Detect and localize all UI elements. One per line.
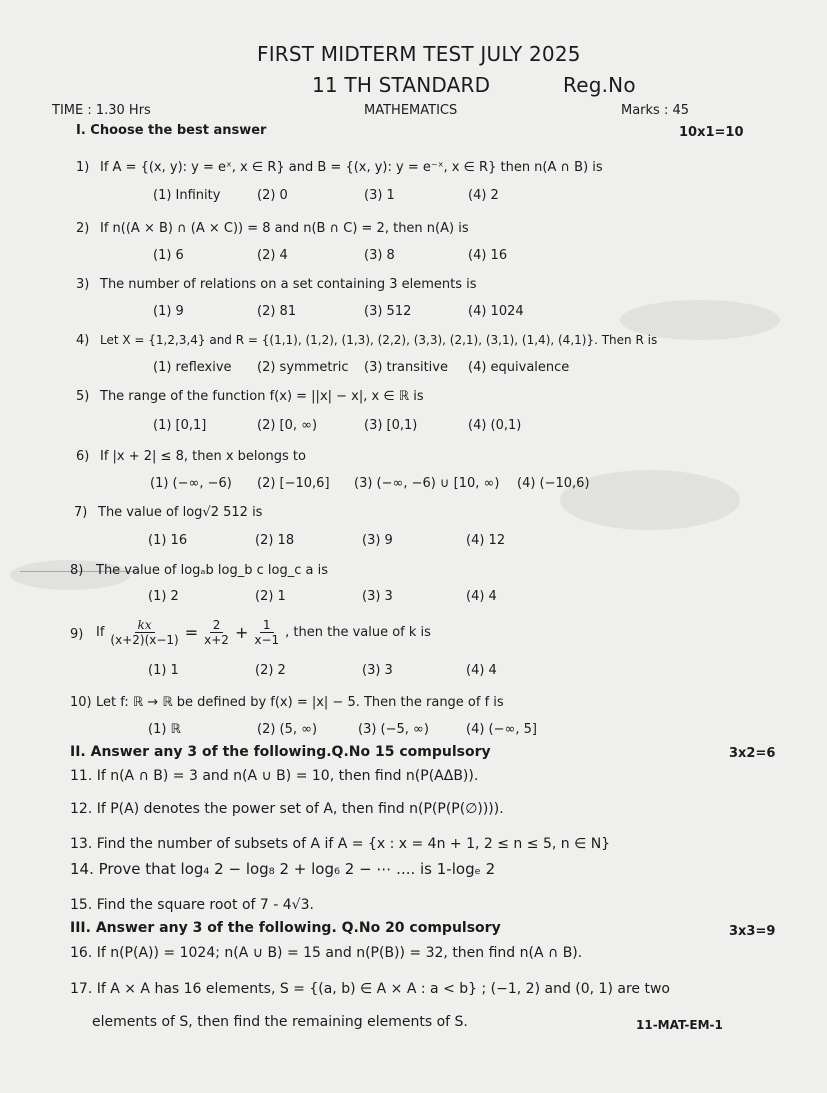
option: (3) 512: [364, 304, 412, 319]
question-text: Let X = {1,2,3,4} and R = {(1,1), (1,2), (1,3), (2,2), (3,3), (2,1), (3,1), (1,4), (4,1)}. Then R is: [100, 333, 658, 347]
reg-no-label: Reg.No: [563, 73, 636, 97]
option: (1) (−∞, −6): [150, 476, 232, 491]
option: (2) [0, ∞): [257, 418, 318, 433]
question-text: [96, 618, 431, 647]
fraction-numerator: kx: [135, 618, 155, 633]
option: (4) (−10,6): [517, 476, 590, 491]
question-text-prefix: If: [96, 625, 105, 640]
option: (2) 0: [257, 188, 288, 203]
question-text: The value of log√2 512 is: [98, 505, 263, 520]
option: (1) 2: [148, 589, 179, 604]
option: (2) (5, ∞): [257, 722, 318, 737]
fraction-denominator: x−1: [254, 633, 280, 647]
option: (4) 1024: [468, 304, 524, 319]
question-text: 11. If n(A ∩ B) = 3 and n(A ∪ B) = 10, then find n(P(AΔB)).: [70, 768, 479, 784]
question-text: If |x + 2| ≤ 8, then x belongs to: [100, 449, 306, 464]
section-2-marks: 3x2=6: [729, 746, 776, 761]
option: (3) (−5, ∞): [358, 722, 429, 737]
question-number: 1): [76, 160, 90, 175]
option: (2) 81: [257, 304, 297, 319]
option: (3) (−∞, −6) ∪ [10, ∞): [354, 476, 500, 491]
option: (3) 8: [364, 248, 395, 263]
option: (3) 1: [364, 188, 395, 203]
option: (3) [0,1): [364, 418, 418, 433]
fraction-denominator: x+2: [204, 633, 229, 647]
section-3-title: III. Answer any 3 of the following. Q.No 20 compulsory: [70, 920, 501, 936]
marks-label: Marks : 45: [621, 103, 690, 118]
question-text: 13. Find the number of subsets of A if A = {x : x = 4n + 1, 2 ≤ n ≤ 5, n ∈ N}: [70, 836, 611, 852]
question-text: Let f: ℝ → ℝ be defined by f(x) = |x| − 5. Then the range of f is: [96, 695, 504, 710]
question-text-continuation: elements of S, then find the remaining elements of S.: [92, 1014, 468, 1030]
option: (2) 1: [255, 589, 286, 604]
option: (2) symmetric: [257, 360, 349, 375]
option: (4) 4: [466, 589, 497, 604]
question-text: 15. Find the square root of 7 - 4√3.: [70, 897, 314, 913]
question-text: The range of the function f(x) = ||x| − x|, x ∈ ℝ is: [100, 389, 424, 404]
question-text: 17. If A × A has 16 elements, S = {(a, b) ∈ A × A : a < b} ; (−1, 2) and (0, 1) are two: [70, 981, 670, 997]
section-1-marks: 10x1=10: [679, 125, 744, 140]
option: (3) 3: [362, 663, 393, 678]
question-number: 4): [76, 333, 90, 348]
option: (2) [−10,6]: [257, 476, 330, 491]
question-number: 6): [76, 449, 90, 464]
question-text: 16. If n(P(A)) = 1024; n(A ∪ B) = 15 and n(P(B)) = 32, then find n(A ∩ B).: [70, 945, 583, 961]
option: (1) Infinity: [153, 188, 221, 203]
question-text-suffix: , then the value of k is: [285, 625, 431, 640]
time-label: TIME : 1.30 Hrs: [52, 103, 151, 118]
option: (2) 4: [257, 248, 288, 263]
plus-sign: +: [234, 623, 249, 642]
option: (4) 2: [468, 188, 499, 203]
option: (1) 16: [148, 533, 188, 548]
question-number: 7): [74, 505, 88, 520]
subject-label: MATHEMATICS: [364, 103, 458, 118]
option: (3) transitive: [364, 360, 448, 375]
section-3-marks: 3x3=9: [729, 924, 776, 939]
option: (4) 4: [466, 663, 497, 678]
option: (4) (−∞, 5]: [466, 722, 537, 737]
question-number: 2): [76, 221, 90, 236]
option: (1) 9: [153, 304, 184, 319]
question-number: 8): [70, 563, 84, 578]
option: (1) reflexive: [153, 360, 232, 375]
option: (2) 2: [255, 663, 286, 678]
fraction-denominator: (x+2)(x−1): [110, 633, 179, 647]
fraction-numerator: 1: [260, 618, 274, 633]
standard-label: 11 TH STANDARD: [312, 73, 491, 97]
option: (4) equivalence: [468, 360, 570, 375]
option: (4) (0,1): [468, 418, 522, 433]
question-text: 12. If P(A) denotes the power set of A, then find n(P(P(P(∅)))).: [70, 801, 504, 817]
paper-code: 11-MAT-EM-1: [636, 1018, 723, 1032]
option: (1) 6: [153, 248, 184, 263]
fraction-numerator: 2: [210, 618, 224, 633]
question-number: 10): [70, 695, 92, 710]
question-text: If A = {(x, y): y = eˣ, x ∈ R} and B = {(x, y): y = e⁻ˣ, x ∈ R} then n(A ∩ B) is: [100, 160, 603, 175]
option: (4) 12: [466, 533, 506, 548]
option: (3) 9: [362, 533, 393, 548]
question-text: The number of relations on a set containing 3 elements is: [100, 277, 477, 292]
fraction: [201, 618, 232, 647]
section-2-title: II. Answer any 3 of the following.Q.No 15 compulsory: [70, 744, 491, 760]
option: (2) 18: [255, 533, 295, 548]
option: (4) 16: [468, 248, 508, 263]
option: (1) [0,1]: [153, 418, 207, 433]
fraction: [251, 618, 282, 647]
question-number: 5): [76, 389, 90, 404]
question-text: 14. Prove that log₄ 2 − log₈ 2 + log₆ 2 − ⋯ .... is 1-logₑ 2: [70, 860, 496, 878]
option: (1) ℝ: [148, 722, 181, 737]
equals-sign: =: [184, 623, 199, 642]
exam-title: FIRST MIDTERM TEST JULY 2025: [257, 42, 581, 66]
question-number: 9): [70, 627, 84, 642]
question-text: If n((A × B) ∩ (A × C)) = 8 and n(B ∩ C) = 2, then n(A) is: [100, 221, 469, 236]
section-1-title: I. Choose the best answer: [76, 123, 267, 138]
option: (3) 3: [362, 589, 393, 604]
fraction: [107, 618, 181, 647]
question-number: 3): [76, 277, 90, 292]
option: (1) 1: [148, 663, 179, 678]
question-text: The value of logₐb log_b c log_c a is: [96, 563, 328, 578]
